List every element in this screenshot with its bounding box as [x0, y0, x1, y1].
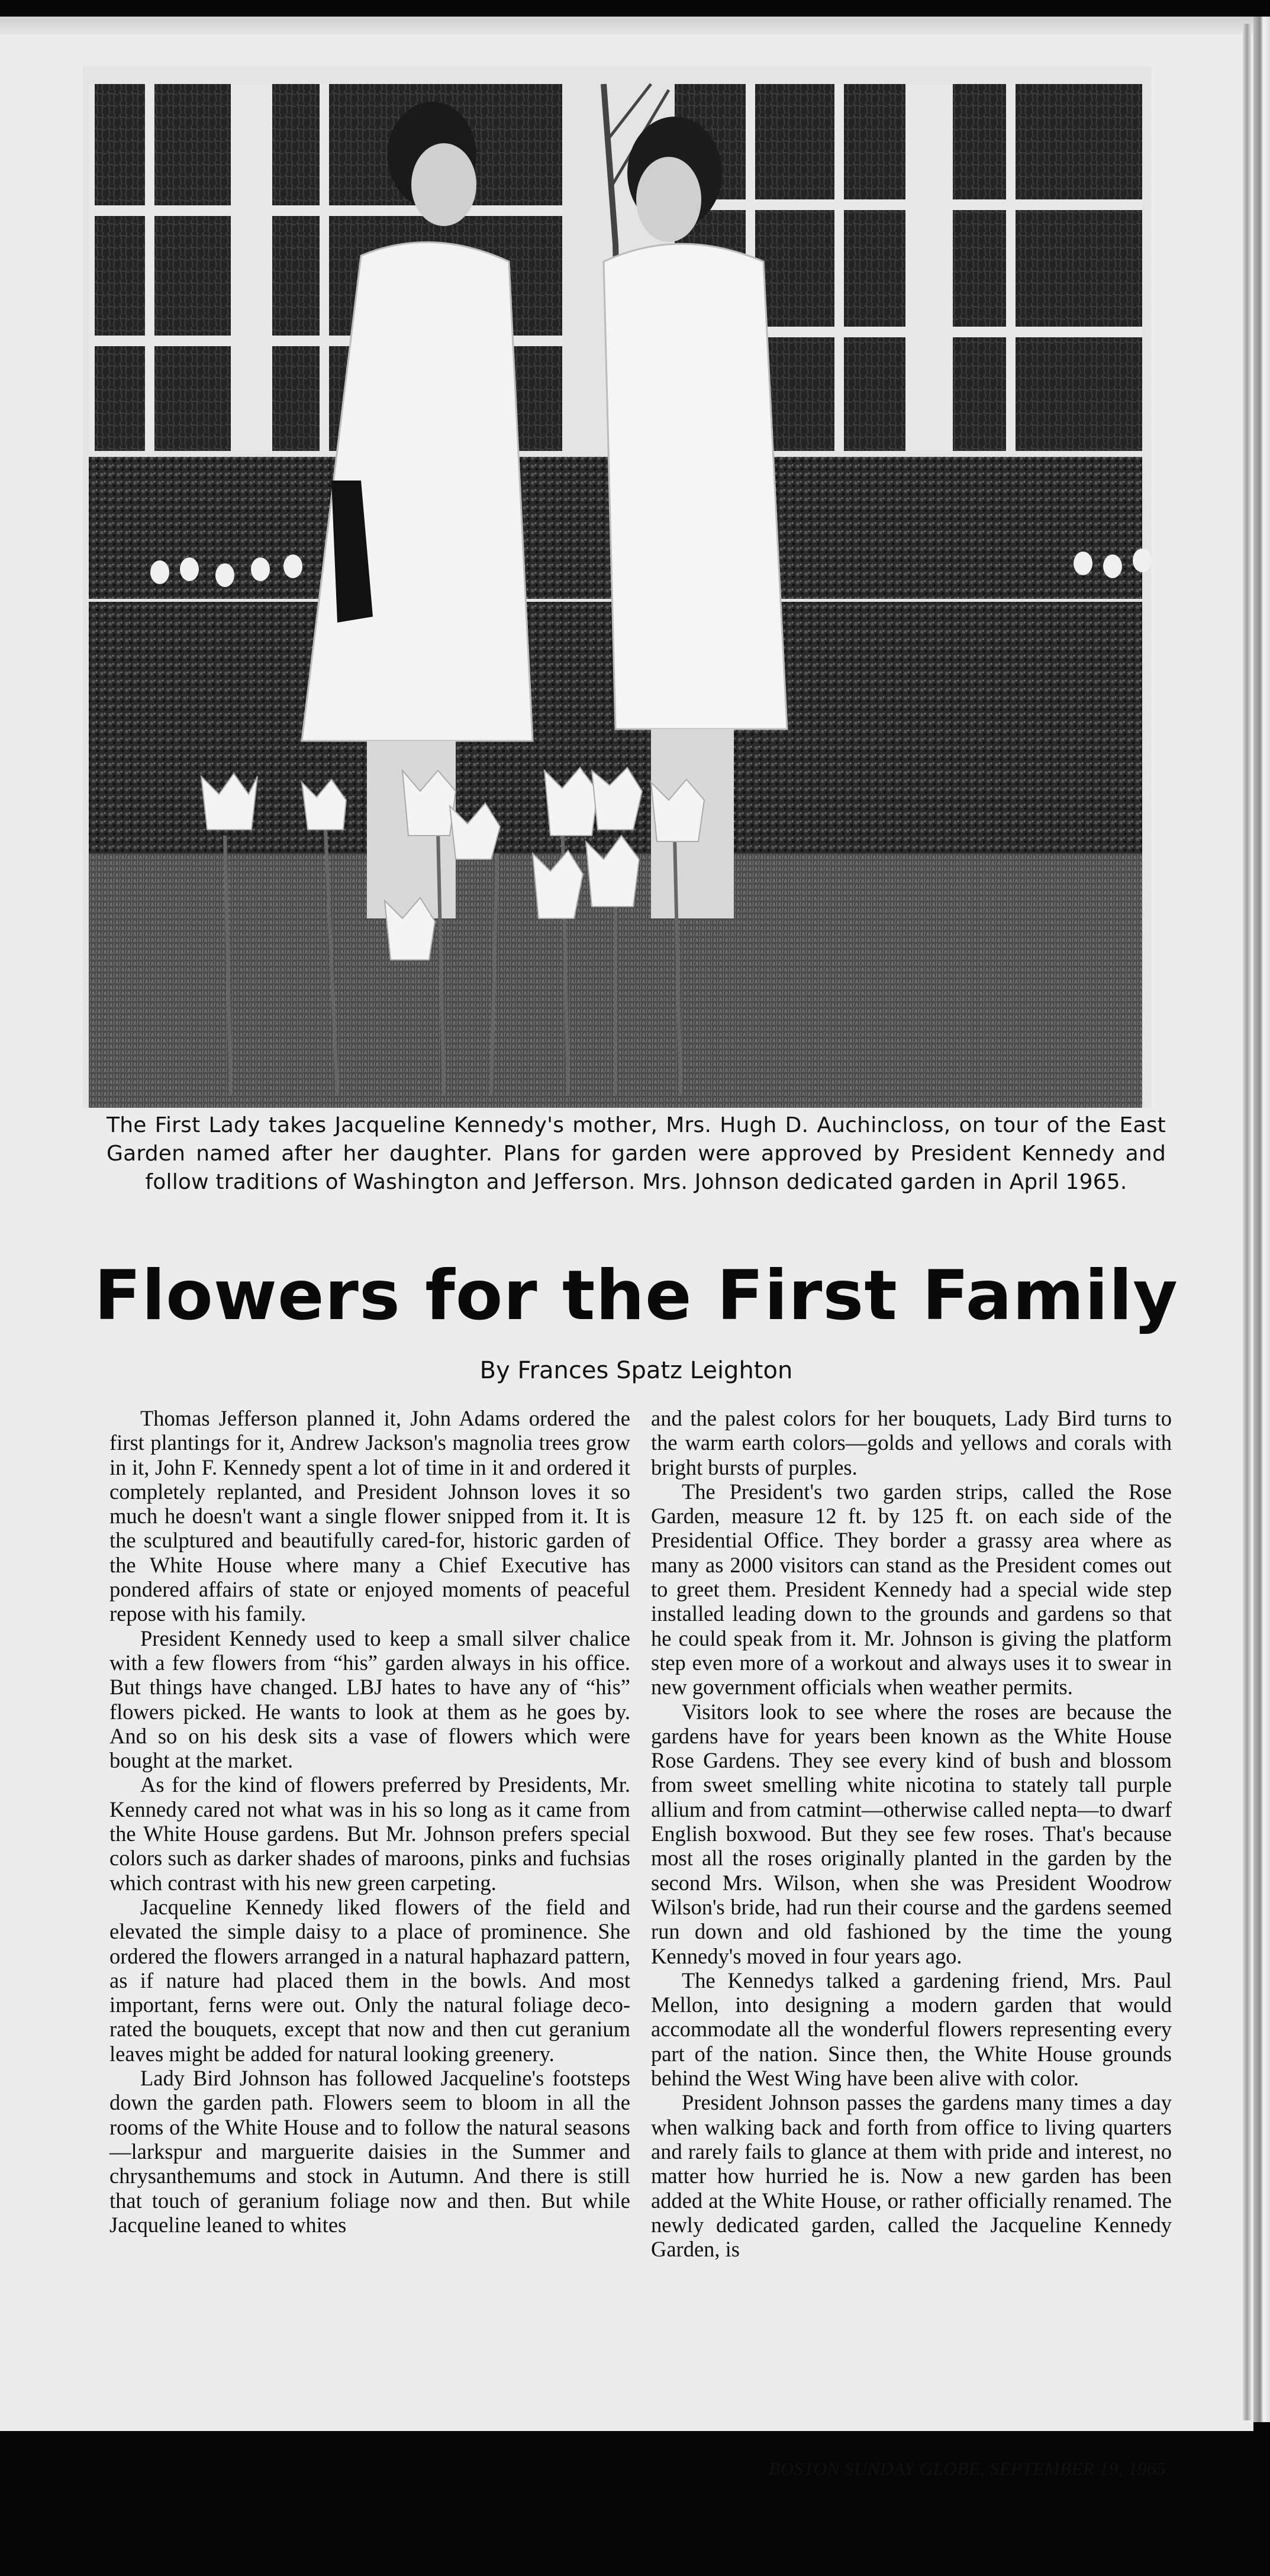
article-byline: By Frances Spatz Leighton [479, 1357, 793, 1384]
paragraph: The President's two garden strips, called the Rose Garden, measure 12 ft. by 125 ft. on each side of the Presidential Office. They border a grassy area where as many as 2000 visitors can stand as the President comes out to greet them. President Kennedy had a special wide step installed leading down to the grounds and gardens so that he could speak from it. Mr. Johnson is giving the platform step even more of a workout and always uses it to swear in new government officials when weather permits. [651, 1479, 1172, 1700]
photo-caption: The First Lady takes Jacqueline Kennedy's mother, Mrs. Hugh D. Auchincloss, on tour of the East Garden named after her daughter. Plans for garden were approved by President Kennedy and follow traditions of Washington and Jefferson. Mrs. Johnson dedicated garden in April 1965. [107, 1113, 1166, 1194]
paragraph: Jacqueline Kennedy liked flowers of the field and elevated the simple daisy to a place of prominence. She ordered the flowers arranged in a natural haphazard pattern, as if nature had placed them in the bowls. And most important, ferns were out. Only the natural foliage decorated the bouquets, except that now and then cut geranium leaves might be added for natural looking greenery. [109, 1894, 630, 2066]
page-edge [1253, 17, 1270, 2422]
paragraph-continued: and the palest colors for her bouquets, Lady Bird turns to the warm earth colors—golds and yellows and corals with bright bursts of purples. [651, 1406, 1172, 1479]
paragraph: Lady Bird Johnson has followed Jacqueline's footsteps down the garden path. Flowers seem to bloom in all the rooms of the White House and to follow the natural seasons—larkspur and marguerite daisies in the Summer and chrysanthemums and stock in Autumn. And there is still that touch of geranium foliage now and then. But while Jacqueline leaned to whites [109, 2066, 630, 2237]
page-gutter [1243, 24, 1251, 2420]
paragraph: As for the kind of flowers preferred by Presidents, Mr. Kennedy cared not what was in his so long as it came from the White House gardens. But Mr. Johnson prefers special colors such as darker shades of maroons, pinks and fuchsias which contrast with his new green carpeting. [109, 1772, 630, 1895]
garden-photo-illustration [83, 66, 1152, 1108]
paragraph: President Kennedy used to keep a small silver chalice with a few flowers from “his” garden always in his office. But things have changed. LBJ hates to have any of “his” flowers picked. He wants to look at them as he goes by. And so on his desk sits a vase of flowers which were bought at the market. [109, 1626, 630, 1773]
article-column-left [109, 1406, 630, 2237]
article-headline: Flowers for the First Family [94, 1256, 1178, 1336]
article-column-right [651, 1406, 1172, 2261]
paragraph: President Johnson passes the gardens many times a day when walking back and forth from office to living quarters and rarely fails to glance at them with pride and interest, no matter how hurried he is. Now a new garden has been added at the White House, or rather officially renamed. The newly dedicated garden, called the Jacqueline Kennedy Garden, is [651, 2090, 1172, 2262]
paragraph: Visitors look to see where the roses are because the gardens have for years been known as the White House Rose Gardens. They see every kind of bush and blossom from sweet smelling white nicotina to stately tall purple allium and from catmint—otherwise called nepta—to dwarf English boxwood. But they see few roses. That's because most all the roses originally planted in the garden by the second Mrs. Wilson, when she was President Woodrow Wilson's bride, had run their course and the gardens seemed run down and old fashioned by the time the young Kennedy's moved in four years ago. [651, 1699, 1172, 1968]
paragraph: The Kennedys talked a gardening friend, Mrs. Paul Mellon, into designing a modern garden that would accommodate all the wonderful flowers representing every part of the nation. Since then, the White House grounds behind the West Wing have been alive with color. [651, 1968, 1172, 2091]
paragraph: Thomas Jefferson planned it, John Adams ordered the first plantings for it, Andrew Jackson's magnolia trees grow in it, John F. Kennedy spent a lot of time in it and ordered it completely replanted, and President Johnson loves it so much he doesn't want a single flower snipped from it. It is the sculptured and beautifully cared-for, historic garden of the White House where many a Chief Executive has pondered affairs of state or enjoyed moments of peaceful repose with his family. [109, 1406, 630, 1626]
publication-footer: BOSTON SUNDAY GLOBE, SEPTEMBER 19, 1965 [769, 2458, 1166, 2479]
garden-photo [83, 66, 1152, 1108]
page-top-shadow [0, 17, 1253, 34]
